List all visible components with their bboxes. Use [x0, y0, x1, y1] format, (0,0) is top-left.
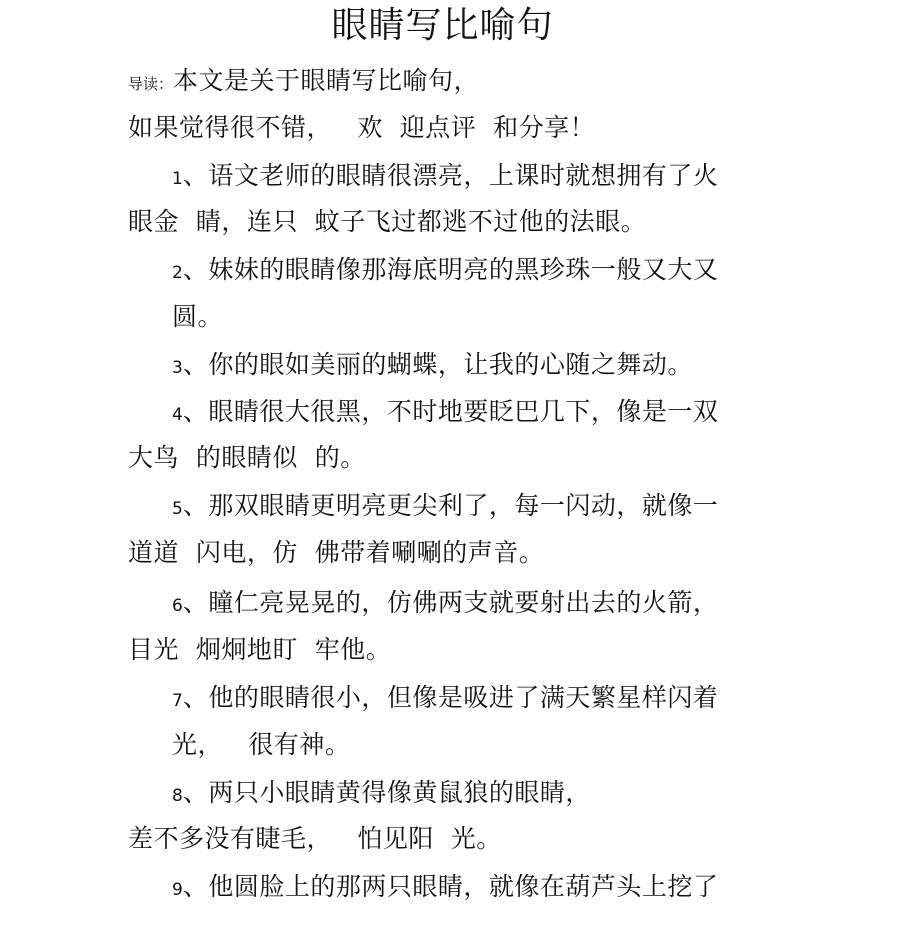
list-item-1 [172, 161, 718, 194]
item-text: 、瞳仁亮晃晃的，仿佛两支就要射出去的火箭， [182, 588, 719, 617]
intro-prefix: 导读： [128, 75, 174, 93]
list-item-1-continued: 眼金 睛，连只 蚊子飞过都逃不过他的法眼。 [128, 207, 647, 236]
item-text: 、语文老师的眼睛很漂亮，上课时就想拥有了火 [182, 161, 719, 190]
list-item-2-continued: 圆。 [172, 302, 224, 331]
list-item-8 [172, 778, 591, 811]
item-text: 、他的眼睛很小，但像是吸进了满天繁星样闪着 [182, 683, 719, 712]
intro-text: 本文是关于眼睛写比喻句， [173, 66, 480, 95]
item-text: 、妹妹的眼睛像那海底明亮的黑珍珠一般又大又 [182, 255, 719, 284]
item-number: 3 [172, 358, 183, 378]
list-item-7-continued: 光， 很有神。 [172, 730, 351, 759]
list-item-5 [172, 491, 718, 524]
item-number: 7 [172, 691, 183, 711]
item-number: 1 [172, 169, 183, 189]
list-item-5-continued: 道道 闪电，仿 佛带着唰唰的声音。 [128, 538, 545, 567]
item-number: 6 [172, 596, 183, 616]
item-text: 、那双眼睛更明亮更尖利了，每一闪动，就像一 [182, 491, 719, 520]
list-item-4-continued: 大鸟 的眼睛似 的。 [128, 443, 366, 472]
item-text: 、眼睛很大很黑，不时地要眨巴几下，像是一双 [182, 397, 719, 426]
item-text: 、你的眼如美丽的蝴蝶，让我的心随之舞动。 [182, 350, 693, 379]
item-number: 9 [172, 880, 183, 900]
list-item-8-continued: 差不多没有睫毛， 怕见阳 光。 [128, 824, 502, 853]
item-number: 2 [172, 263, 183, 283]
item-text: 、两只小眼睛黄得像黄鼠狼的眼睛， [182, 778, 591, 807]
item-number: 4 [172, 405, 183, 425]
list-item-4 [172, 397, 718, 430]
list-item-3 [172, 350, 693, 383]
list-item-7 [172, 683, 718, 716]
item-number: 5 [172, 499, 183, 519]
list-item-2 [172, 255, 718, 288]
item-number: 8 [172, 786, 183, 806]
list-item-6-continued: 目光 炯炯地盯 牢他。 [128, 635, 392, 664]
item-text: 、他圆脸上的那两只眼睛，就像在葫芦头上挖了 [182, 872, 719, 901]
list-item-6 [172, 588, 718, 621]
intro-line-2: 如果觉得很不错， 欢 迎点评 和分享！ [128, 113, 596, 142]
intro-line-1 [128, 66, 479, 99]
page-title: 眼睛写比喻句 [331, 5, 554, 46]
list-item-9 [172, 872, 718, 905]
